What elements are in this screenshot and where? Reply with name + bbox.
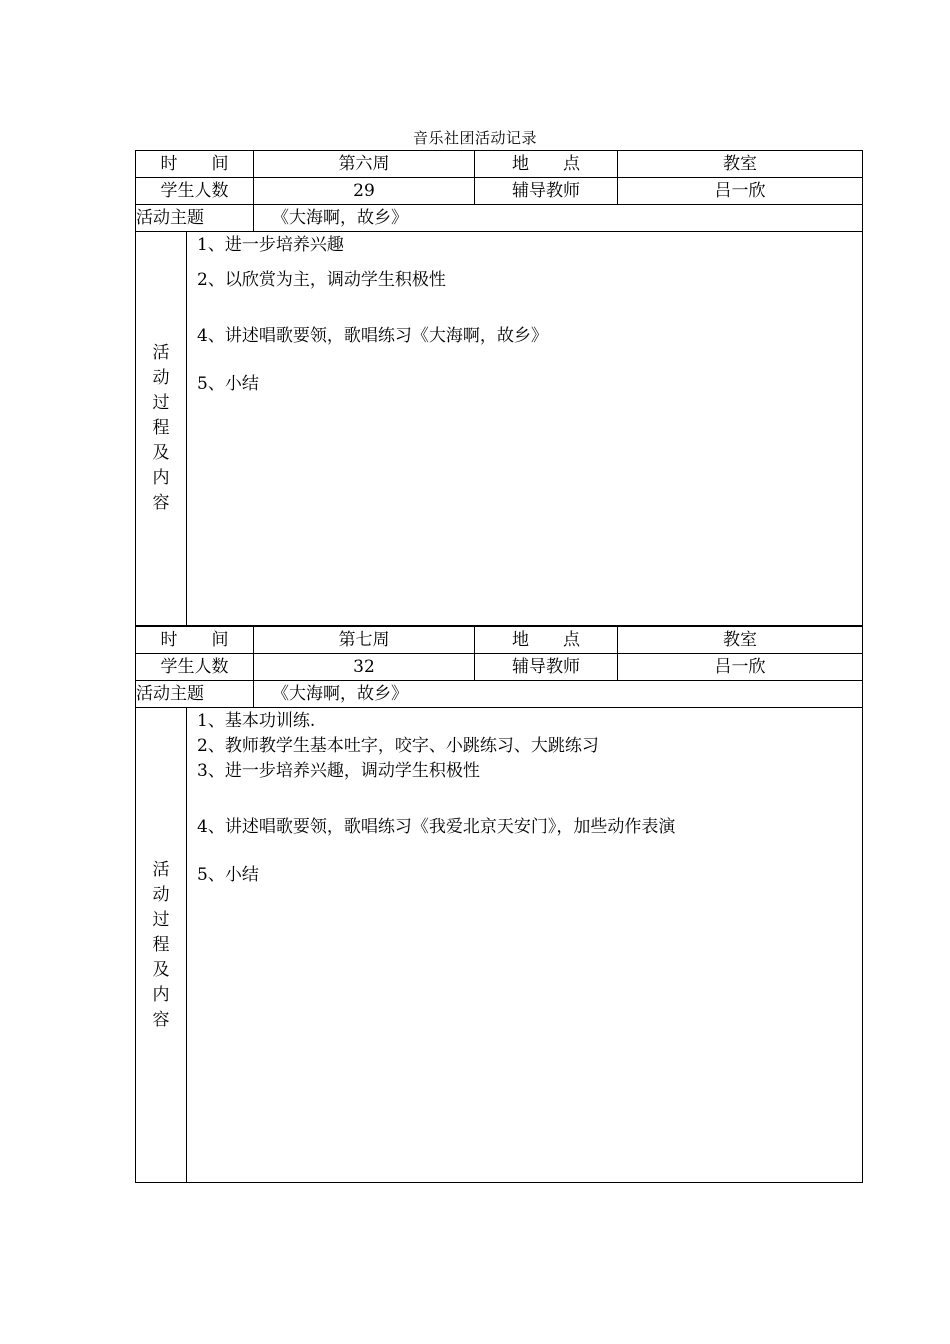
process-item: 2、教师教学生基本吐字，咬字、小跳练习、大跳练习 [197, 736, 599, 756]
time-label: 时 间 [136, 627, 254, 654]
time-label: 时 间 [136, 151, 254, 178]
teacher-label: 辅导教师 [475, 654, 618, 681]
theme-value: 《大海啊，故乡》 [254, 681, 863, 708]
time-value: 第六周 [254, 151, 475, 178]
process-item: 5、小结 [197, 374, 259, 394]
process-item: 1、进一步培养兴趣 [197, 235, 344, 255]
theme-label: 活动主题 [136, 681, 254, 708]
process-item: 2、以欣赏为主，调动学生积极性 [197, 270, 446, 290]
theme-label: 活动主题 [136, 205, 254, 232]
place-value: 教室 [618, 151, 863, 178]
process-row [136, 708, 863, 1183]
place-label: 地 点 [475, 151, 618, 178]
time-place-row [136, 151, 863, 178]
process-content [187, 232, 863, 626]
record-table-week6 [135, 150, 863, 626]
process-item: 5、小结 [197, 865, 259, 885]
teacher-value: 吕一欣 [618, 654, 863, 681]
theme-row [136, 205, 863, 232]
process-item: 1、基本功训练. [197, 711, 316, 731]
process-content [187, 708, 863, 1183]
record-table-week7 [135, 626, 863, 1183]
place-value: 教室 [618, 627, 863, 654]
process-label-cell [136, 708, 187, 1183]
place-label: 地 点 [475, 627, 618, 654]
time-place-row [136, 627, 863, 654]
process-label: 活动过程及内容 [152, 343, 170, 513]
process-label-cell [136, 232, 187, 626]
students-value: 32 [254, 654, 475, 681]
process-item: 4、讲述唱歌要领，歌唱练习《我爱北京天安门》，加些动作表演 [197, 817, 676, 837]
teacher-value: 吕一欣 [618, 178, 863, 205]
document-title: 音乐社团活动记录 [412, 129, 537, 147]
theme-row [136, 681, 863, 708]
time-value: 第七周 [254, 627, 475, 654]
process-item: 3、进一步培养兴趣，调动学生积极性 [197, 761, 480, 781]
process-label: 活动过程及内容 [152, 859, 170, 1030]
theme-value: 《大海啊，故乡》 [254, 205, 863, 232]
students-teacher-row [136, 654, 863, 681]
students-label: 学生人数 [136, 178, 254, 205]
process-row [136, 232, 863, 626]
students-value: 29 [254, 178, 475, 205]
process-item: 4、讲述唱歌要领，歌唱练习《大海啊，故乡》 [197, 326, 548, 346]
students-label: 学生人数 [136, 654, 254, 681]
students-teacher-row [136, 178, 863, 205]
teacher-label: 辅导教师 [475, 178, 618, 205]
